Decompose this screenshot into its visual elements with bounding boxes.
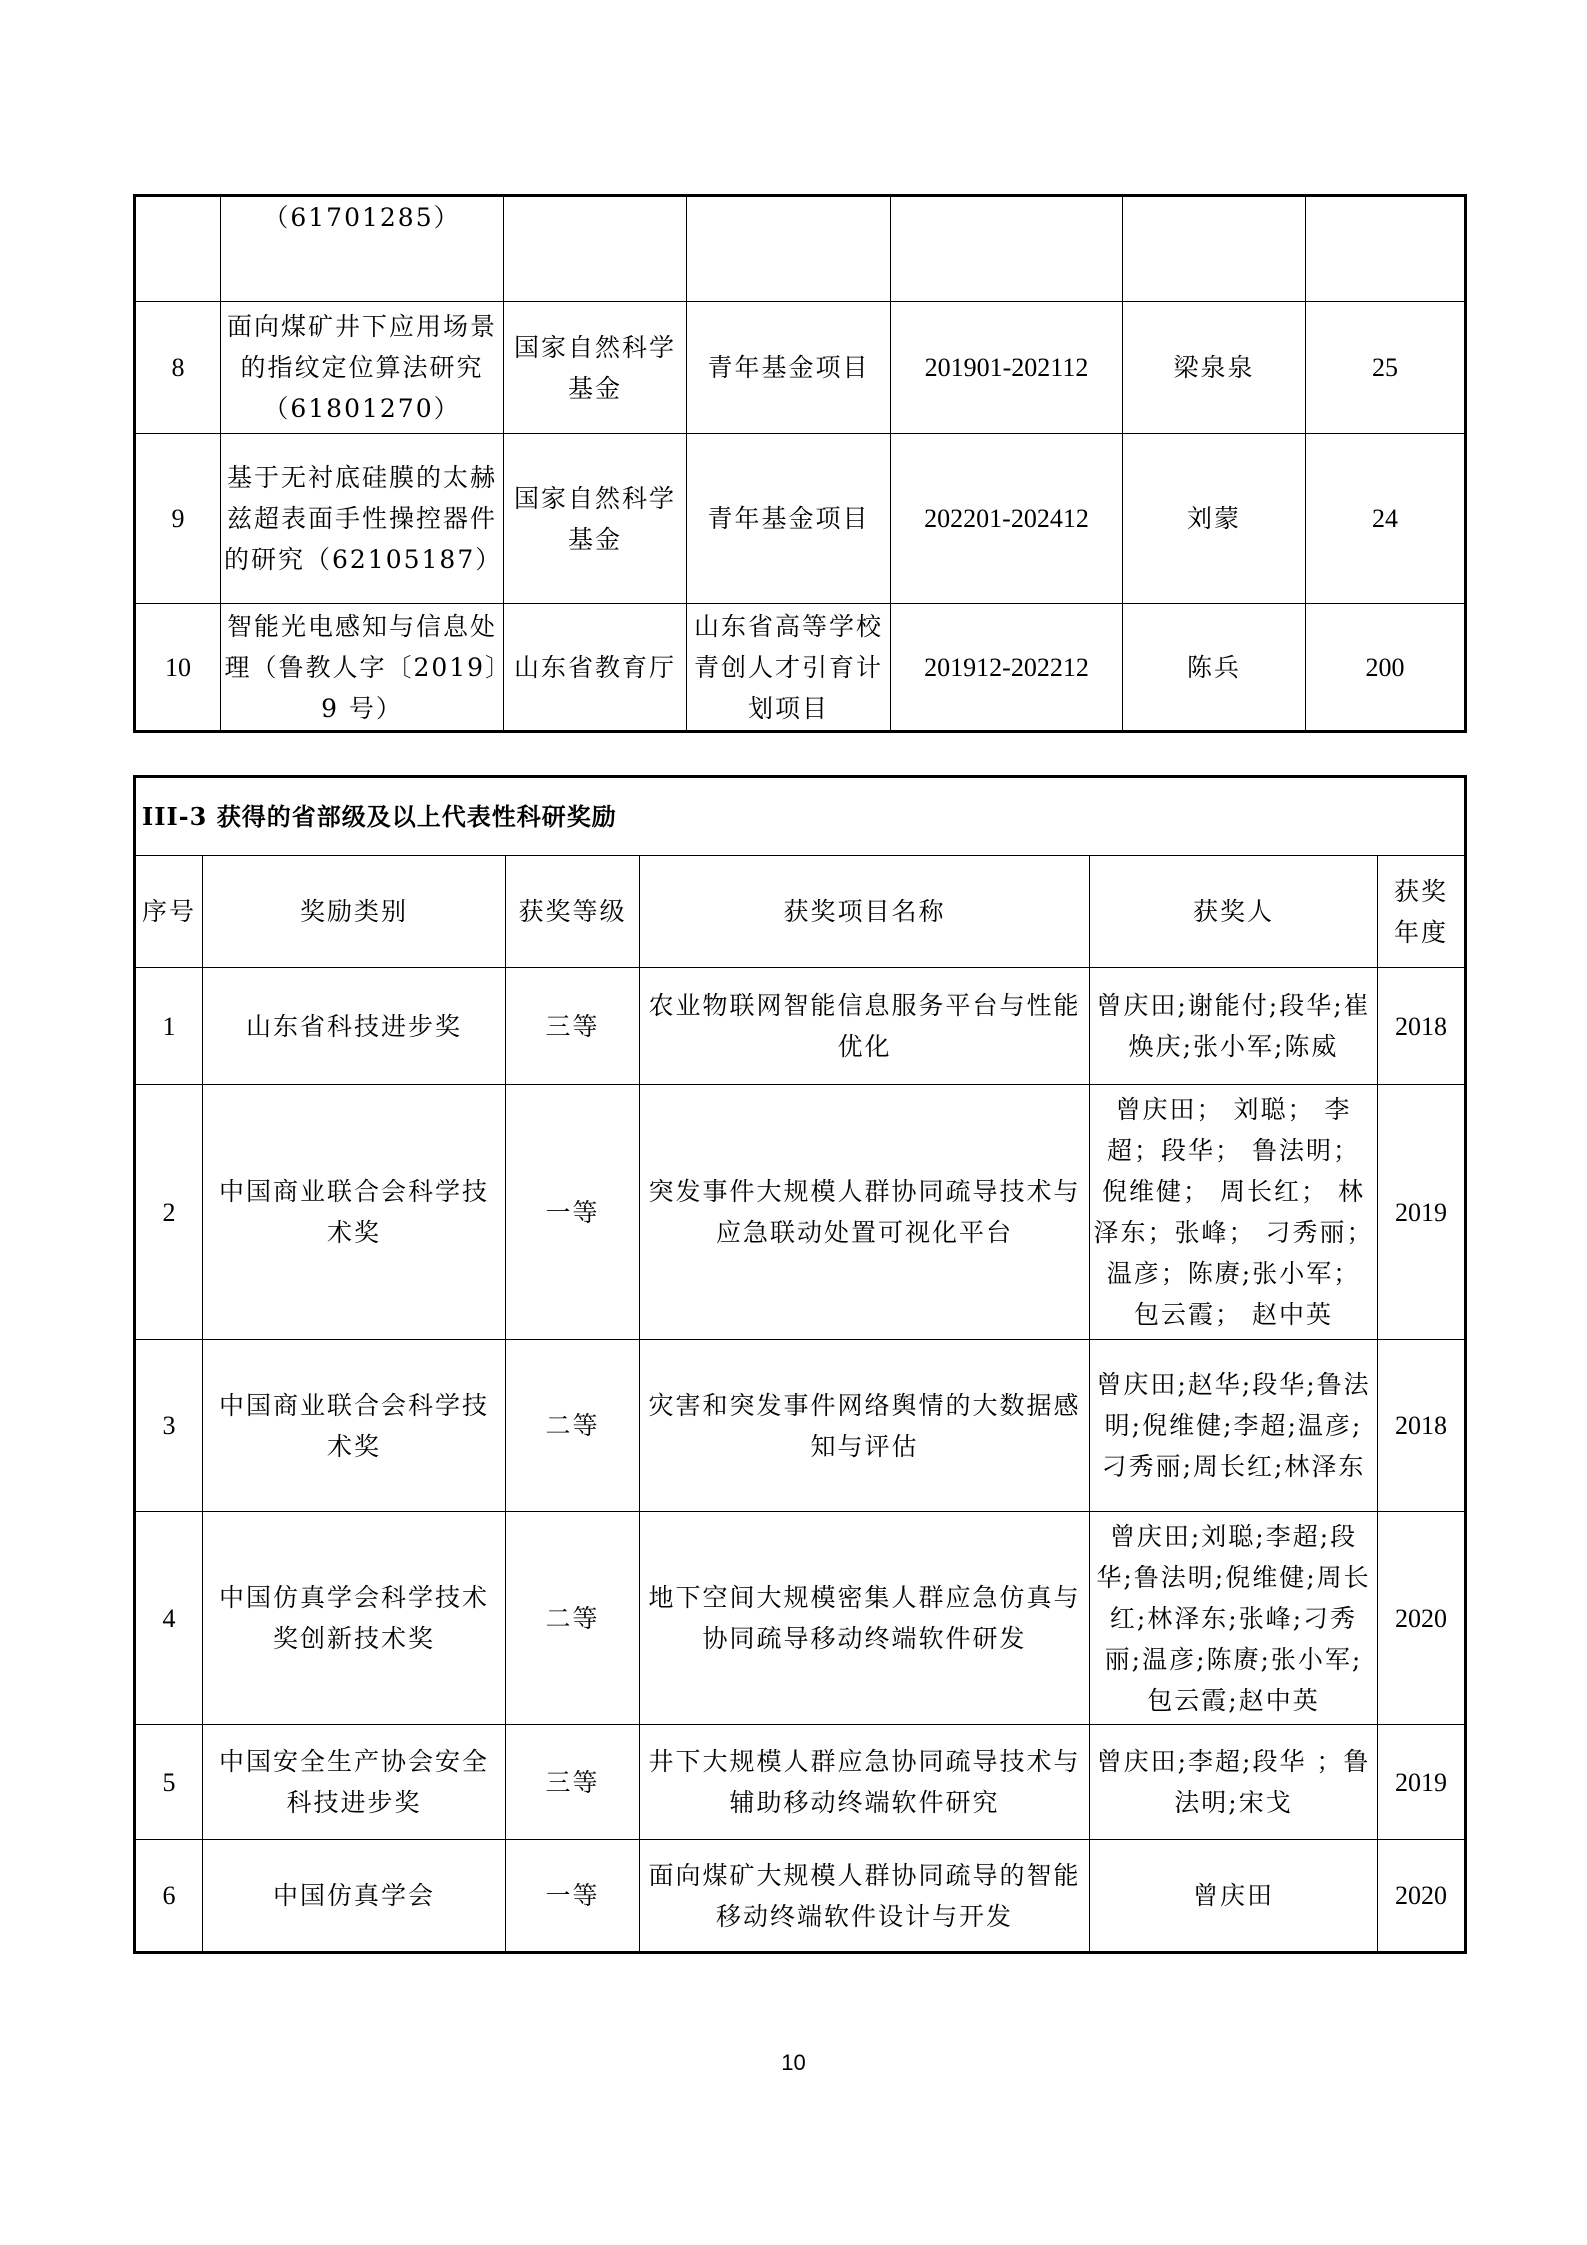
award-category: 中国仿真学会科学技术奖创新技术奖 (203, 1512, 506, 1725)
project-amount (1306, 196, 1466, 302)
header-winners: 获奖人 (1090, 856, 1378, 968)
award-year: 2020 (1378, 1840, 1466, 1953)
header-year: 获奖年度 (1378, 856, 1466, 968)
project-source: 国家自然科学基金 (504, 302, 687, 434)
awards-title-row (135, 777, 1466, 856)
award-level: 二等 (506, 1512, 640, 1725)
award-level: 二等 (506, 1340, 640, 1512)
table-row (135, 1085, 1466, 1340)
award-winners: 曾庆田;李超;段华 ；鲁法明;宋戈 (1090, 1725, 1378, 1840)
table-row (135, 302, 1466, 434)
award-winners: 曾庆田;赵华;段华;鲁法明;倪维健;李超;温彦;刁秀丽;周长红;林泽东 (1090, 1340, 1378, 1512)
project-name: （61701285） (221, 196, 504, 302)
award-category: 中国安全生产协会安全科技进步奖 (203, 1725, 506, 1840)
award-project: 灾害和突发事件网络舆情的大数据感知与评估 (640, 1340, 1090, 1512)
project-leader (1123, 196, 1306, 302)
award-project: 面向煤矿大规模人群协同疏导的智能移动终端软件设计与开发 (640, 1840, 1090, 1953)
award-year: 2019 (1378, 1725, 1466, 1840)
award-category: 中国商业联合会科学技术奖 (203, 1085, 506, 1340)
award-no: 5 (135, 1725, 203, 1840)
awards-table (133, 775, 1467, 1954)
project-no: 10 (135, 604, 221, 732)
award-year: 2018 (1378, 1340, 1466, 1512)
projects-table (133, 194, 1467, 733)
award-no: 1 (135, 968, 203, 1085)
table-row (135, 196, 1466, 302)
project-type: 青年基金项目 (687, 434, 891, 604)
table-row (135, 604, 1466, 732)
award-no: 4 (135, 1512, 203, 1725)
project-source: 山东省教育厅 (504, 604, 687, 732)
project-source (504, 196, 687, 302)
award-winners: 曾庆田； 刘聪； 李超；段华； 鲁法明； 倪维健； 周长红； 林泽东；张峰； 刁秀丽； 温彦；陈赓;张小军； 包云霞； 赵中英 (1090, 1085, 1378, 1340)
project-period: 201901-202112 (891, 302, 1123, 434)
table-row (135, 1512, 1466, 1725)
award-year: 2019 (1378, 1085, 1466, 1340)
award-category: 山东省科技进步奖 (203, 968, 506, 1085)
project-period: 201912-202212 (891, 604, 1123, 732)
award-project: 地下空间大规模密集人群应急仿真与协同疏导移动终端软件研发 (640, 1512, 1090, 1725)
project-name: 基于无衬底硅膜的太赫兹超表面手性操控器件的研究（62105187） (221, 434, 504, 604)
table-row (135, 434, 1466, 604)
award-no: 3 (135, 1340, 203, 1512)
project-amount: 200 (1306, 604, 1466, 732)
header-level: 获奖等级 (506, 856, 640, 968)
project-name: 智能光电感知与信息处理（鲁教人字〔2019〕9 号） (221, 604, 504, 732)
award-winners: 曾庆田 (1090, 1840, 1378, 1953)
award-project: 突发事件大规模人群协同疏导技术与应急联动处置可视化平台 (640, 1085, 1090, 1340)
project-amount: 24 (1306, 434, 1466, 604)
project-no: 8 (135, 302, 221, 434)
award-year: 2018 (1378, 968, 1466, 1085)
table-row (135, 1840, 1466, 1953)
award-project: 井下大规模人群应急协同疏导技术与辅助移动终端软件研究 (640, 1725, 1090, 1840)
header-category: 奖励类别 (203, 856, 506, 968)
header-project: 获奖项目名称 (640, 856, 1090, 968)
award-no: 2 (135, 1085, 203, 1340)
project-leader: 刘蒙 (1123, 434, 1306, 604)
project-no: 9 (135, 434, 221, 604)
project-leader: 陈兵 (1123, 604, 1306, 732)
award-winners: 曾庆田;刘聪;李超;段华;鲁法明;倪维健;周长红;林泽东;张峰;刁秀丽;温彦;陈赓;张小军;包云霞;赵中英 (1090, 1512, 1378, 1725)
page-number: 10 (781, 2050, 806, 2075)
award-category: 中国仿真学会 (203, 1840, 506, 1953)
project-type: 山东省高等学校青创人才引育计划项目 (687, 604, 891, 732)
award-level: 三等 (506, 1725, 640, 1840)
project-period (891, 196, 1123, 302)
project-type (687, 196, 891, 302)
award-no: 6 (135, 1840, 203, 1953)
project-no (135, 196, 221, 302)
table-row (135, 1340, 1466, 1512)
table-row (135, 968, 1466, 1085)
section-title: III-3 获得的省部级及以上代表性科研奖励 (135, 777, 1466, 856)
project-name: 面向煤矿井下应用场景的指纹定位算法研究（61801270） (221, 302, 504, 434)
project-amount: 25 (1306, 302, 1466, 434)
project-source: 国家自然科学基金 (504, 434, 687, 604)
award-level: 一等 (506, 1840, 640, 1953)
header-no: 序号 (135, 856, 203, 968)
project-leader: 梁泉泉 (1123, 302, 1306, 434)
award-project: 农业物联网智能信息服务平台与性能优化 (640, 968, 1090, 1085)
project-type: 青年基金项目 (687, 302, 891, 434)
awards-header-row (135, 856, 1466, 968)
table-row (135, 1725, 1466, 1840)
award-category: 中国商业联合会科学技术奖 (203, 1340, 506, 1512)
award-level: 一等 (506, 1085, 640, 1340)
award-winners: 曾庆田;谢能付;段华;崔焕庆;张小军;陈威 (1090, 968, 1378, 1085)
award-level: 三等 (506, 968, 640, 1085)
project-period: 202201-202412 (891, 434, 1123, 604)
award-year: 2020 (1378, 1512, 1466, 1725)
